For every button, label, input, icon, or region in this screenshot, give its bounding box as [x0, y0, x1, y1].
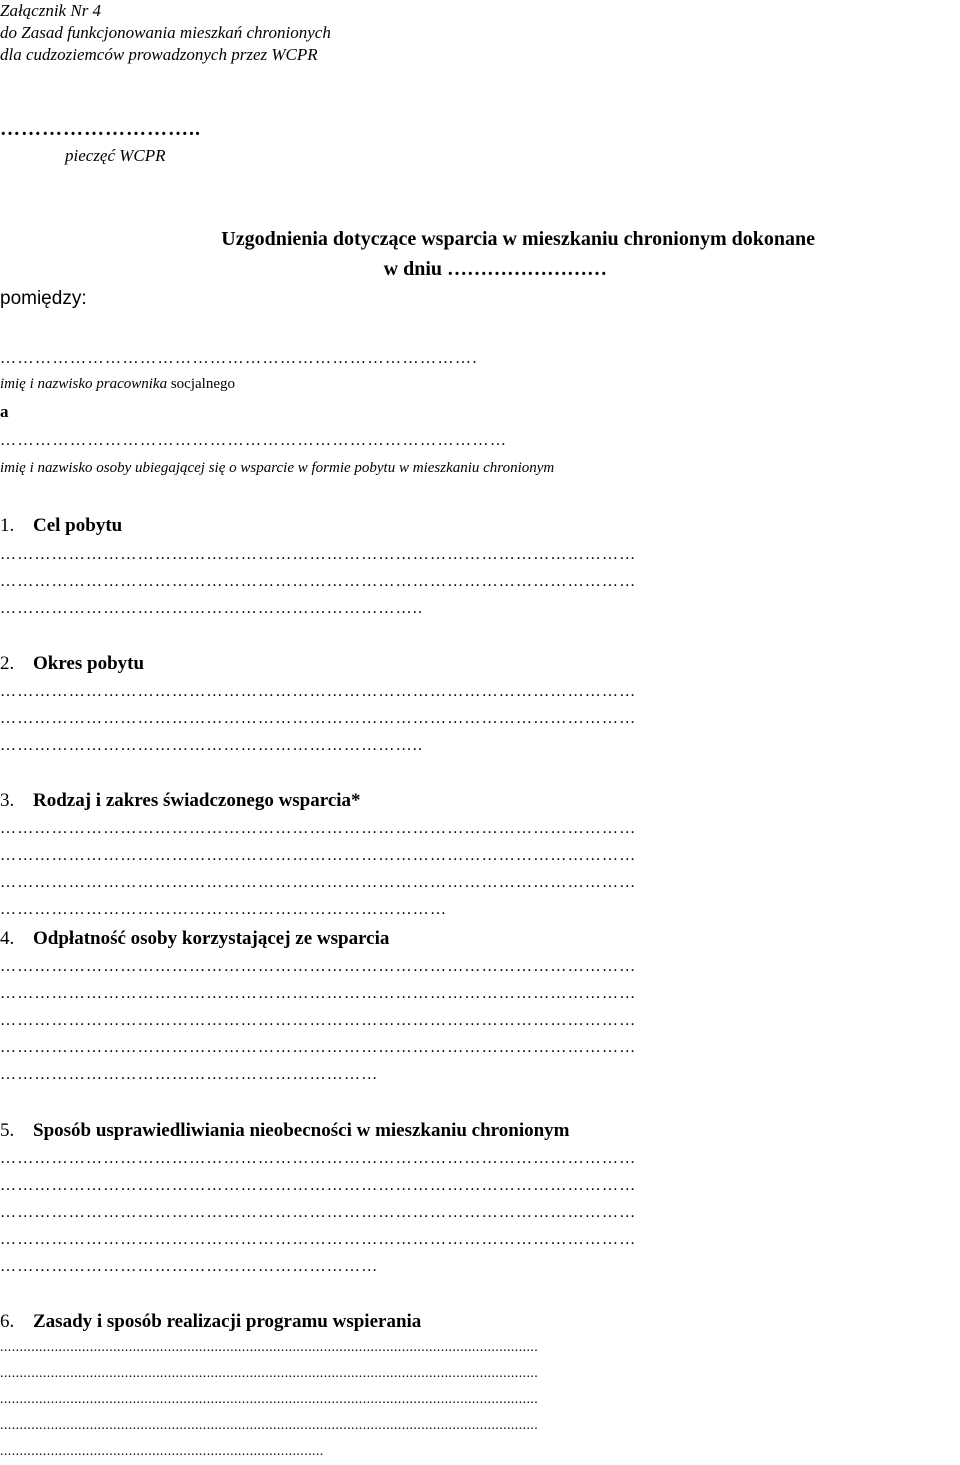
applicant-caption: imię i nazwisko osoby ubiegającej się o wsparcie w formie pobytu w mieszkaniu chronionym — [0, 460, 555, 476]
section-5-line[interactable]: ………………………………………………………………………………………………… — [0, 1150, 637, 1167]
section-2-heading: 2. Okres pobytu — [0, 653, 145, 674]
section-4-line[interactable]: ………………………………………………………… — [0, 1066, 379, 1083]
section-3-heading: 3. Rodzaj i zakres świadczonego wsparcia* — [0, 790, 361, 811]
section-1-line[interactable]: ………………………………………………………………………………………………… — [0, 573, 637, 590]
section-1-line[interactable]: ………………………………………………………………………………………………… — [0, 546, 637, 563]
section-4-line[interactable]: ………………………………………………………………………………………………… — [0, 1039, 637, 1056]
section-4-line[interactable]: ………………………………………………………………………………………………… — [0, 1012, 637, 1029]
document-date-line: w dniu …………………… — [383, 258, 607, 280]
section-5-heading: 5. Sposób usprawiedliwiania nieobecności w mieszkaniu chronionym — [0, 1120, 570, 1141]
between-label: pomiędzy: — [0, 288, 87, 309]
document-title: Uzgodnienia dotyczące wsparcia w mieszkaniu chronionym dokonane — [221, 228, 815, 250]
section-5-line[interactable]: ………………………………………………………………………………………………… — [0, 1204, 637, 1221]
annex-subtitle-line2: dla cudzoziemców prowadzonych przez WCPR — [0, 45, 318, 64]
section-6-line[interactable]: .......................................................................................................................................... — [0, 1366, 539, 1381]
section-4-line[interactable]: ………………………………………………………………………………………………… — [0, 958, 637, 975]
section-2-line[interactable]: ………………………………………………………………………………………………… — [0, 710, 637, 727]
section-5-line[interactable]: ………………………………………………………… — [0, 1258, 379, 1275]
section-4-line[interactable]: ………………………………………………………………………………………………… — [0, 985, 637, 1002]
section-6-line[interactable]: .......................................................................................................................................... — [0, 1340, 539, 1355]
section-5-line[interactable]: ………………………………………………………………………………………………… — [0, 1177, 637, 1194]
social-worker-name-field[interactable]: ………………………………………………………………………. — [0, 350, 478, 367]
section-5-line[interactable]: ………………………………………………………………………………………………… — [0, 1231, 637, 1248]
annex-number: Załącznik Nr 4 — [0, 1, 102, 20]
section-6-heading: 6. Zasady i sposób realizacji programu wspierania — [0, 1311, 422, 1332]
social-worker-caption: imię i nazwisko pracownika socjalnego — [0, 376, 235, 392]
section-2-line[interactable]: ……………………………………………………………….. — [0, 737, 424, 754]
section-1-line[interactable]: ……………………………………………………………….. — [0, 600, 424, 617]
section-2-line[interactable]: ………………………………………………………………………………………………… — [0, 683, 637, 700]
document-header — [0, 0, 331, 66]
section-6-line[interactable]: .......................................................................................................................................... — [0, 1418, 539, 1433]
stamp-label: pieczęć WCPR — [65, 146, 166, 165]
section-3-line[interactable]: ………………………………………………………………………………………………… — [0, 847, 637, 864]
section-4-heading: 4. Odpłatność osoby korzystającej ze wsparcia — [0, 928, 390, 949]
conjunction-a: a — [0, 402, 9, 421]
section-1-heading: 1. Cel pobytu — [0, 515, 123, 536]
section-3-line[interactable]: …………………………………………………………………… — [0, 901, 448, 918]
annex-subtitle-line1: do Zasad funkcjonowania mieszkań chronionych — [0, 23, 331, 42]
section-3-line[interactable]: ………………………………………………………………………………………………… — [0, 874, 637, 891]
stamp-dotted-line: ……………………….. — [0, 118, 201, 140]
section-6-line[interactable]: ................................................................................... — [0, 1444, 324, 1459]
section-6-line[interactable]: .......................................................................................................................................... — [0, 1392, 539, 1407]
section-3-line[interactable]: ………………………………………………………………………………………………… — [0, 820, 637, 837]
applicant-name-field[interactable]: …………………………………………………………………………… — [0, 432, 508, 449]
